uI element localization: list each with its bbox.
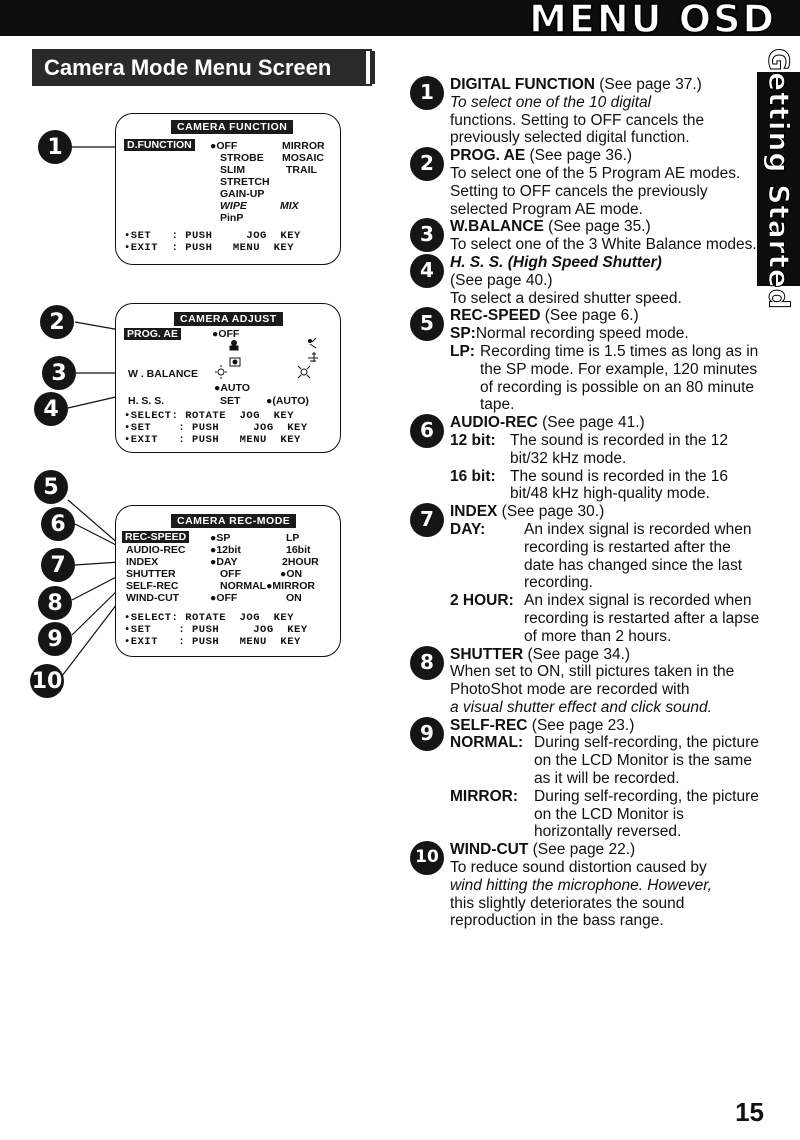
item-heading: H. S. S. (High Speed Shutter) xyxy=(450,253,662,271)
def-key: LP: xyxy=(450,342,475,360)
osd1-r6: WIPE xyxy=(220,200,247,212)
osd2-exit: •EXIT : PUSH MENU KEY xyxy=(124,434,301,446)
item-body: functions. Setting to OFF cancels the previously selected digital function. xyxy=(450,111,705,147)
osd1-r3b: TRAIL xyxy=(286,164,317,176)
item-body: To select one of the 5 Program AE modes. Setting to OFF cancels the previously selected Program AE mode. xyxy=(450,164,741,218)
item-self-rec xyxy=(410,717,762,842)
item-body: To reduce sound distortion caused by xyxy=(450,859,707,877)
callout-badge-2: 2 xyxy=(40,305,74,339)
leader-2 xyxy=(75,322,120,330)
osd-item-rec-speed: REC-SPEED xyxy=(122,531,189,543)
callout-badge-5: 5 xyxy=(34,470,68,504)
item-wind-cut xyxy=(410,841,762,930)
osd-camera-function xyxy=(115,113,341,265)
item-hss xyxy=(410,254,762,307)
callout-badge-7: 7 xyxy=(41,548,75,582)
item-number-badge: 6 xyxy=(410,414,444,448)
item-heading: DIGITAL FUNCTION xyxy=(450,76,595,93)
def-value: Normal recording speed mode. xyxy=(475,325,689,343)
item-number-badge: 1 xyxy=(410,76,444,110)
def-value: The sound is recorded in the 12 bit/32 kHz mode. xyxy=(510,431,728,467)
osd3-self-rec-label: SELF-REC xyxy=(126,580,179,592)
item-page-ref: (See page 36.) xyxy=(525,147,633,165)
osd3-shutter-label: SHUTTER xyxy=(126,568,176,580)
item-body-italic: wind hitting the microphone. However, xyxy=(450,876,712,894)
osd3-wind-cut-label: WIND-CUT xyxy=(126,592,180,604)
osd1-r5: GAIN-UP xyxy=(220,188,265,200)
section-title: Camera Mode Menu Screen xyxy=(34,51,370,84)
osd-item-prog-ae: PROG. AE xyxy=(124,328,181,340)
def-value: During self-recording, the picture on the LCD Monitor is horizontally reversed. xyxy=(534,787,759,841)
def-key: SP: xyxy=(450,325,476,343)
item-body: To select one of the 3 White Balance modes. xyxy=(450,236,757,254)
osd1-r1b: MIRROR xyxy=(282,140,325,152)
item-body-line: To select one of the 10 digital xyxy=(450,93,652,111)
item-body-italic: a visual shutter effect and click sound. xyxy=(450,698,712,716)
item-w-balance xyxy=(410,218,762,254)
leader-8 xyxy=(72,575,120,600)
item-body: To select a desired shutter speed. xyxy=(450,289,682,307)
osd3-set: •SET : PUSH JOG KEY xyxy=(124,624,308,636)
osd1-r2: STROBE xyxy=(220,152,264,164)
def-value: An index signal is recorded when recording is restarted after the date has changed since the last recording. xyxy=(524,520,752,592)
osd3-rec-speed-b: LP xyxy=(286,532,300,544)
item-heading: W.BALANCE xyxy=(450,218,544,236)
item-audio-rec xyxy=(410,414,762,503)
item-rec-speed xyxy=(410,307,762,414)
callout-badge-6: 6 xyxy=(41,507,75,541)
osd-camera-adjust-title: CAMERA ADJUST xyxy=(174,312,283,326)
item-number-badge: 3 xyxy=(410,218,444,252)
osd-camera-rec-mode xyxy=(115,505,341,657)
item-page-ref: (See page 37.) xyxy=(594,76,702,93)
def-value: The sound is recorded in the 16 bit/48 kHz high-quality mode. xyxy=(510,467,728,503)
sunny-icon-rays xyxy=(215,365,227,379)
def-value: An index signal is recorded when recording is restarted after a lapse of more than 2 hours. xyxy=(524,592,760,645)
sports-icon-head xyxy=(309,340,312,343)
osd1-r1: ●OFF xyxy=(210,140,238,152)
item-heading: SHUTTER xyxy=(450,645,524,663)
item-page-ref: (See page 41.) xyxy=(537,414,645,432)
def-value: During self-recording, the picture on the LCD Monitor is the same as it will be recorded. xyxy=(534,734,759,788)
osd3-index-a: ●DAY xyxy=(210,556,238,568)
side-tab-label: Getting Started xyxy=(762,48,795,310)
osd2-hss: H. S. S. xyxy=(128,395,165,407)
leader-4 xyxy=(68,396,120,408)
osd1-r3: SLIM xyxy=(220,164,246,176)
leader-6 xyxy=(75,524,120,547)
item-shutter xyxy=(410,646,762,717)
callout-badge-9: 9 xyxy=(38,622,72,656)
portrait-icon xyxy=(232,341,237,346)
def-key: 2 HOUR: xyxy=(450,592,514,610)
osd1-set: •SET : PUSH JOG KEY xyxy=(124,230,301,242)
item-number-badge: 7 xyxy=(410,503,444,537)
item-page-ref: (See page 23.) xyxy=(527,716,635,734)
leader-5 xyxy=(68,500,120,545)
osd2-select: •SELECT: ROTATE JOG KEY xyxy=(124,410,295,422)
item-body: When set to ON, still pictures taken in the PhotoShot mode are recorded with xyxy=(450,663,735,699)
osd-camera-function-title: CAMERA FUNCTION xyxy=(171,120,293,134)
osd2-set: •SET : PUSH JOG KEY xyxy=(124,422,308,434)
item-number-badge: 10 xyxy=(410,841,444,875)
indoor-icon xyxy=(301,369,307,375)
leader-7 xyxy=(75,562,120,565)
white-balance-icons xyxy=(214,364,314,380)
item-body-cont: this slightly deteriorates the sound reproduction in the bass range. xyxy=(450,894,685,930)
item-heading: WIND-CUT xyxy=(450,841,529,859)
item-heading: INDEX xyxy=(450,503,498,521)
item-prog-ae xyxy=(410,147,762,218)
header-bar xyxy=(0,0,800,41)
side-tab xyxy=(757,48,800,310)
osd3-audio-rec-b: 16bit xyxy=(286,544,311,556)
osd3-audio-rec-a: ●12bit xyxy=(210,544,241,556)
osd3-audio-rec-label: AUDIO-REC xyxy=(126,544,186,556)
item-page-ref: (See page 30.) xyxy=(497,503,605,521)
osd3-select: •SELECT: ROTATE JOG KEY xyxy=(124,612,295,624)
item-index xyxy=(410,503,762,645)
item-page-ref: (See page 35.) xyxy=(543,218,651,236)
osd3-index-label: INDEX xyxy=(126,556,159,568)
indoor-icon-rays xyxy=(298,366,310,378)
osd2-auto: ●AUTO xyxy=(214,382,250,394)
item-number-badge: 9 xyxy=(410,717,444,751)
item-heading: SELF-REC xyxy=(450,716,528,734)
item-heading: PROG. AE xyxy=(450,147,526,165)
osd-camera-rec-mode-title: CAMERA REC-MODE xyxy=(171,514,296,528)
callout-badge-3: 3 xyxy=(42,356,76,390)
description-column xyxy=(410,76,762,930)
osd3-shutter-a: OFF xyxy=(220,568,241,580)
item-number-badge: 5 xyxy=(410,307,444,341)
osd3-exit: •EXIT : PUSH MENU KEY xyxy=(124,636,301,648)
def-key: MIRROR: xyxy=(450,787,519,805)
osd2-hss-set: SET xyxy=(220,395,241,407)
page-number: 15 xyxy=(735,1097,764,1127)
osd2-wbal: W . BALANCE xyxy=(128,368,198,380)
osd3-self-rec-a: NORMAL●MIRROR xyxy=(220,580,315,592)
leader-9 xyxy=(72,588,120,635)
callout-badge-1: 1 xyxy=(38,130,72,164)
callout-badge-4: 4 xyxy=(34,392,68,426)
osd1-exit: •EXIT : PUSH MENU KEY xyxy=(124,242,295,254)
def-key: DAY: xyxy=(450,520,486,538)
osd-camera-adjust xyxy=(115,303,341,453)
item-page-ref: (See page 40.) xyxy=(450,271,553,289)
osd2-hss-auto: ●(AUTO) xyxy=(266,395,309,407)
def-value: Recording time is 1.5 times as long as in the SP mode. For example, 120 minutes of recording is possible on an 80 minute tape. xyxy=(480,342,759,414)
osd3-shutter-b: ●ON xyxy=(280,568,303,580)
osd1-r6b: MIX xyxy=(280,200,299,212)
scene-icon xyxy=(308,358,318,361)
section-title-accent xyxy=(372,51,375,84)
def-key: 16 bit: xyxy=(450,467,496,485)
item-heading: AUDIO-REC xyxy=(450,414,538,432)
osd1-r7: PinP xyxy=(220,212,244,224)
osd3-rec-speed-a: ●SP xyxy=(210,532,231,544)
def-key: NORMAL: xyxy=(450,734,524,752)
item-page-ref: (See page 22.) xyxy=(528,841,636,859)
sunny-icon xyxy=(218,369,224,375)
item-heading: REC-SPEED xyxy=(450,307,541,325)
item-number-badge: 2 xyxy=(410,147,444,181)
osd2-off: ●OFF xyxy=(212,328,240,340)
portrait-icon-body xyxy=(230,346,238,350)
osd-item-d-function: D.FUNCTION xyxy=(124,139,195,151)
callout-badge-8: 8 xyxy=(38,586,72,620)
item-number-badge: 4 xyxy=(410,254,444,288)
page-header-title: MENU OSD xyxy=(529,0,776,41)
osd1-r4: STRETCH xyxy=(220,176,270,188)
callout-badge-10: 10 xyxy=(30,664,64,698)
item-page-ref: (See page 34.) xyxy=(523,645,631,663)
item-page-ref: (See page 6.) xyxy=(540,307,639,325)
item-number-badge: 8 xyxy=(410,646,444,680)
osd3-index-b: 2HOUR xyxy=(282,556,319,568)
osd3-wind-cut-a: ●OFF xyxy=(210,592,238,604)
def-key: 12 bit: xyxy=(450,431,496,449)
item-digital-function xyxy=(410,76,762,147)
osd1-r2b: MOSAIC xyxy=(282,152,324,164)
osd3-wind-cut-b: ON xyxy=(286,592,302,604)
